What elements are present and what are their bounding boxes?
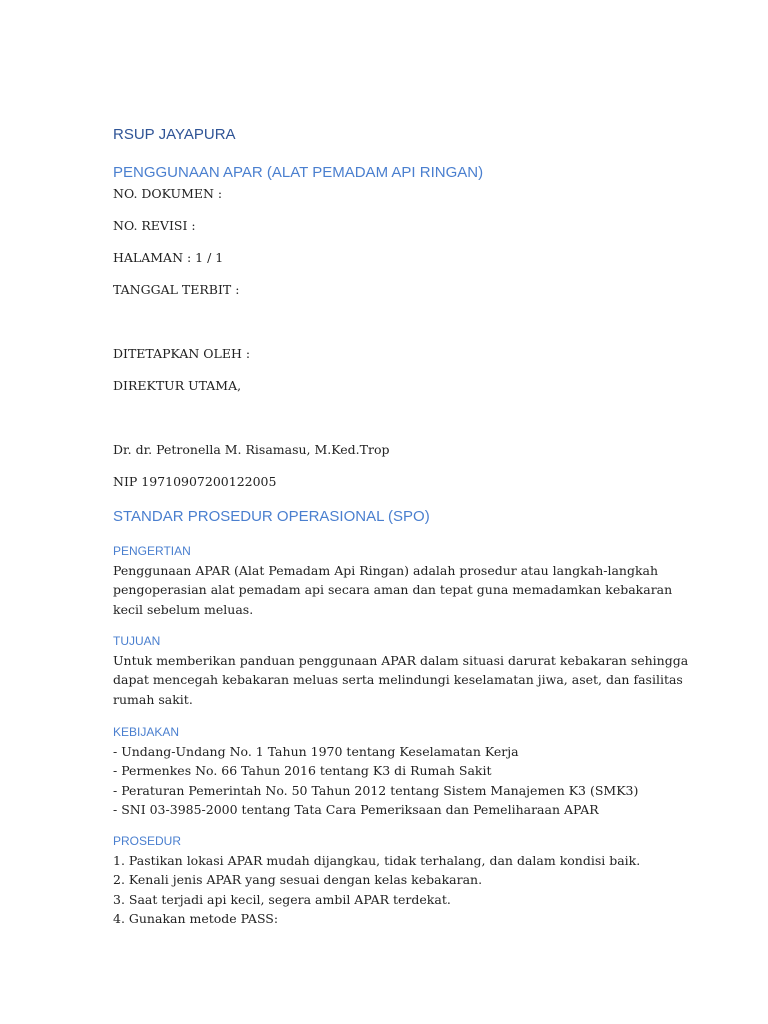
spo-title: STANDAR PROSEDUR OPERASIONAL (SPO): [113, 508, 430, 525]
document-title: PENGGUNAAN APAR (ALAT PEMADAM API RINGAN): [113, 164, 484, 181]
paragraph-line: pengoperasian alat pemadam api secara aman dan tepat guna memadamkan kebakaran: [113, 582, 673, 598]
paragraph-line: Penggunaan APAR (Alat Pemadam Api Ringan) adalah prosedur atau langkah-langkah: [113, 563, 659, 578]
approval-nama: Dr. dr. Petronella M. Risamasu, M.Ked.Trop: [113, 442, 390, 457]
list-item: 3. Saat terjadi api kecil, segera ambil APAR terdekat.: [113, 891, 451, 907]
section-heading-prosedur: PROSEDUR: [113, 834, 182, 848]
section-body-prosedur: [113, 851, 668, 928]
list-item: 4. Gunakan metode PASS:: [113, 910, 279, 926]
list-item: - Undang-Undang No. 1 Tahun 1970 tentang Keselamatan Kerja: [113, 744, 519, 759]
approval-nip: NIP 19710907200122005: [113, 474, 277, 489]
meta-no-revisi: NO. REVISI :: [113, 218, 196, 233]
list-item: 2. Kenali jenis APAR yang sesuai dengan kelas kebakaran.: [113, 872, 483, 888]
paragraph-line: Untuk memberikan panduan penggunaan APAR dalam situasi darurat kebakaran sehingga: [113, 653, 689, 668]
list-item: - Peraturan Pemerintah No. 50 Tahun 2012 tentang Sistem Manajemen K3 (SMK3): [113, 782, 639, 798]
paragraph-line: rumah sakit.: [113, 691, 193, 707]
paragraph-line: dapat mencegah kebakaran meluas serta melindungi keselamatan jiwa, aset, dan fasilitas: [113, 672, 683, 688]
section-body-pengertian: [113, 561, 673, 619]
section-body-tujuan: [113, 651, 689, 709]
section-heading-kebijakan: KEBIJAKAN: [113, 725, 180, 739]
list-item: - Permenkes No. 66 Tahun 2016 tentang K3 di Rumah Sakit: [113, 763, 492, 779]
approval-jabatan: DIREKTUR UTAMA,: [113, 378, 242, 393]
list-item: 1. Pastikan lokasi APAR mudah dijangkau, tidak terhalang, dan dalam kondisi baik.: [113, 853, 641, 868]
meta-no-dokumen: NO. DOKUMEN :: [113, 186, 223, 201]
approval-ditetapkan-oleh: DITETAPKAN OLEH :: [113, 346, 251, 361]
paragraph-line: kecil sebelum meluas.: [113, 601, 254, 617]
meta-halaman: HALAMAN : 1 / 1: [113, 250, 224, 265]
section-heading-pengertian: PENGERTIAN: [113, 544, 191, 558]
organization-name: RSUP JAYAPURA: [113, 126, 236, 143]
section-body-kebijakan: [113, 742, 668, 819]
section-heading-tujuan: TUJUAN: [113, 634, 161, 648]
meta-tanggal-terbit: TANGGAL TERBIT :: [113, 282, 240, 297]
list-item: - SNI 03-3985-2000 tentang Tata Cara Pemeriksaan dan Pemeliharaan APAR: [113, 801, 599, 817]
